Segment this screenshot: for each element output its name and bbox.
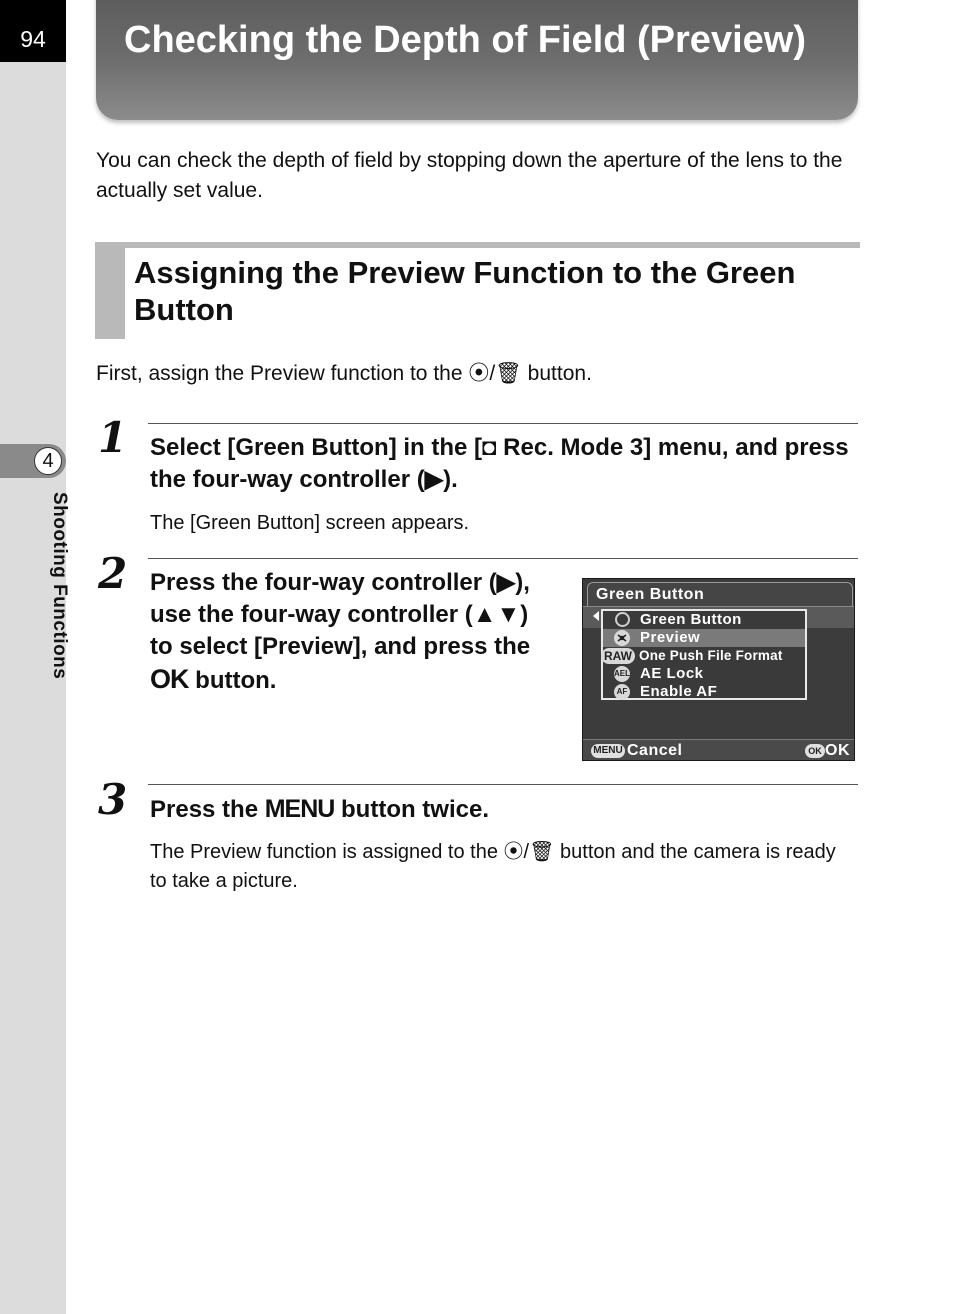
chapter-label: Shooting Functions	[49, 492, 70, 680]
camera-option-preview[interactable]	[603, 629, 805, 647]
step-1-text-b: Rec. Mode 3] menu, and press the four-way controller (▶).	[150, 434, 849, 493]
camera-screen	[582, 578, 855, 761]
camera-icon: ◘	[482, 434, 497, 461]
ok-label[interactable]: OK	[825, 742, 850, 759]
camera-option-green-button[interactable]	[603, 611, 805, 629]
step-1-number: 1	[98, 413, 128, 462]
camera-option-label: Green Button	[640, 611, 742, 628]
step-1-result: The [Green Button] screen appears.	[150, 512, 470, 534]
page-number: 94	[20, 26, 46, 52]
camera-option-label: Preview	[640, 629, 701, 646]
step-2-text-a: Press the four-way controller (▶), use the four-way controller (▲▼) to select [Preview], and press the	[150, 569, 531, 660]
step-2-text-b: button.	[188, 667, 277, 694]
step-3-number: 3	[98, 775, 128, 824]
step-1-text-a: Select [Green Button] in the [	[150, 434, 483, 461]
camera-screen-title: Green Button	[596, 586, 705, 603]
step-3-text-a: Press the	[150, 796, 265, 823]
camera-screen-titlebar	[587, 582, 853, 607]
first-line-text-post: button.	[521, 362, 592, 385]
step-2-number: 2	[98, 549, 128, 598]
step-1-instruction	[150, 432, 856, 496]
step-3-result	[150, 838, 856, 896]
raw-icon: RAW	[601, 648, 635, 664]
section-title: Assigning the Preview Function to the Green Button	[134, 255, 796, 327]
left-arrow-icon	[593, 611, 599, 621]
step-2-rule	[148, 558, 858, 559]
ok-badge-icon: OK	[805, 744, 825, 758]
ring-icon	[615, 612, 630, 627]
first-line-text-pre: First, assign the Preview function to the	[96, 362, 469, 385]
cancel-label[interactable]: Cancel	[627, 742, 683, 759]
ok-button-glyph-icon: OK	[150, 664, 189, 694]
camera-option-one-push-file-format[interactable]	[603, 647, 805, 665]
intro-paragraph: You can check the depth of field by stopping down the aperture of the lens to the actually set value.	[96, 149, 843, 202]
step-3-result-pre: The Preview function is assigned to the	[150, 841, 504, 863]
green-button-glyph-icon: ⦿/🗑	[468, 362, 522, 385]
ael-icon: AEL	[614, 666, 630, 682]
camera-option-label: Enable AF	[640, 683, 718, 700]
camera-option-ae-lock[interactable]	[603, 665, 805, 683]
camera-option-label: AE Lock	[640, 665, 704, 682]
step-3-result-post: button and the camera is ready to take a picture.	[150, 841, 836, 892]
step-2-instruction	[150, 567, 550, 697]
step-3-rule	[148, 784, 858, 785]
page-title: Checking the Depth of Field (Preview)	[124, 19, 806, 61]
menu-badge-icon: MENU	[591, 744, 625, 758]
camera-option-enable-af[interactable]	[603, 683, 805, 701]
camera-options-popup	[601, 609, 807, 700]
camera-option-label: One Push File Format	[639, 648, 783, 663]
section-heading-block	[95, 242, 125, 339]
af-icon: AF	[614, 684, 630, 700]
step-1-rule	[148, 423, 858, 424]
camera-screen-footer	[583, 739, 855, 761]
section-first-line	[96, 360, 592, 388]
section-heading-bar	[95, 242, 860, 248]
preview-icon	[614, 630, 630, 646]
step-3-instruction	[150, 793, 856, 826]
step-3-text-b: button twice.	[334, 796, 489, 823]
menu-button-glyph-icon: MENU	[264, 795, 335, 823]
green-button-glyph-icon: ⦿/🗑	[503, 841, 555, 863]
chapter-number: 4	[34, 447, 62, 475]
